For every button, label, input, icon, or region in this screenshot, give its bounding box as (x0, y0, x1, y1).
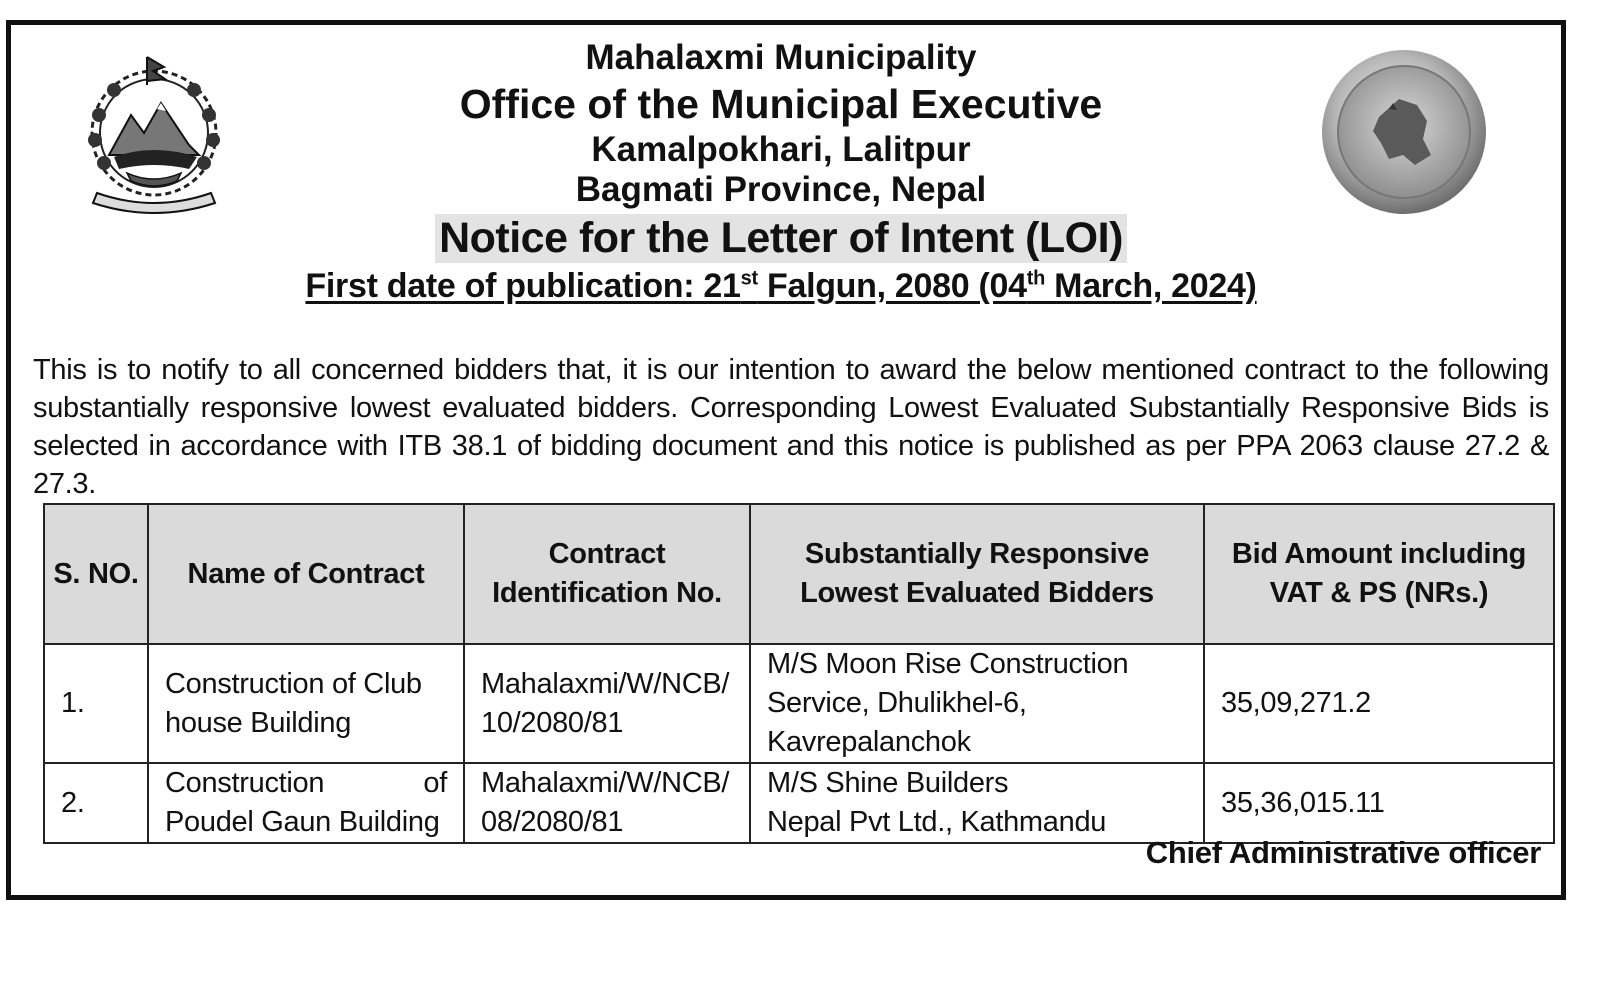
cell-bid-amount: 35,09,271.2 (1204, 644, 1554, 763)
contract-name-line-1 (165, 764, 447, 803)
contract-name-line-2: Poudel Gaun Building (165, 806, 440, 838)
address-line-2: Bagmati Province, Nepal (575, 170, 987, 210)
header-contract-name: Name of Contract (148, 504, 464, 644)
notice-title: Notice for the Letter of Intent (LOI) (435, 214, 1127, 263)
signature-title: Chief Administrative officer (1145, 835, 1541, 870)
contract-word-construction: Construction (165, 767, 325, 799)
table-row (44, 644, 1554, 763)
contract-word-of: of (423, 767, 447, 799)
header-bid-amount: Bid Amount including VAT & PS (NRs.) (1204, 504, 1554, 644)
bidder-line-2: Nepal Pvt Ltd., Kathmandu (767, 806, 1107, 838)
cell-bidder (750, 763, 1204, 843)
header-sno: S. NO. (44, 504, 148, 644)
cell-contract-id: Mahalaxmi/W/NCB/10/2080/81 (464, 644, 750, 763)
cell-contract-name (148, 763, 464, 843)
cell-contract-id: Mahalaxmi/W/NCB/08/2080/81 (464, 763, 750, 843)
cell-bid-amount: 35,36,015.11 (1204, 763, 1554, 843)
cell-contract-name: Construction of Club house Building (148, 644, 464, 763)
office-title: Office of the Municipal Executive (459, 80, 1103, 127)
municipality-name: Mahalaxmi Municipality (585, 38, 977, 77)
intro-paragraph: This is to notify to all concerned bidders that, it is our intention to award the below mentioned contract to the following substantially responsive lowest evaluated bidders. Corresponding Lowest Evaluated Substantially Responsive Bids is selected in accordance with ITB 38.1 of bidding document and this notice is published as per PPA 2063 clause 27.2 & 27.3. (33, 354, 1549, 500)
award-table (43, 503, 1555, 844)
bidder-line-1: M/S Shine Builders (767, 767, 1009, 799)
notice-header (261, 37, 1301, 306)
table-row (44, 763, 1554, 843)
header-bidders: Substantially Responsive Lowest Evaluated Bidders (750, 504, 1204, 644)
nepal-emblem-icon (69, 45, 239, 215)
notice-frame (6, 20, 1566, 900)
cell-sno: 1. (44, 644, 148, 763)
table-header-row (44, 504, 1554, 644)
cell-sno: 2. (44, 763, 148, 843)
header-contract-id: Contract Identification No. (464, 504, 750, 644)
cell-bidder: M/S Moon Rise Construction Service, Dhulikhel-6, Kavrepalanchok (750, 644, 1204, 763)
address-line-1: Kamalpokhari, Lalitpur (591, 129, 971, 169)
municipality-logo-icon (1319, 47, 1489, 217)
publication-date: First date of publication: 21st Falgun, 2080 (04th March, 2024) (305, 267, 1257, 306)
